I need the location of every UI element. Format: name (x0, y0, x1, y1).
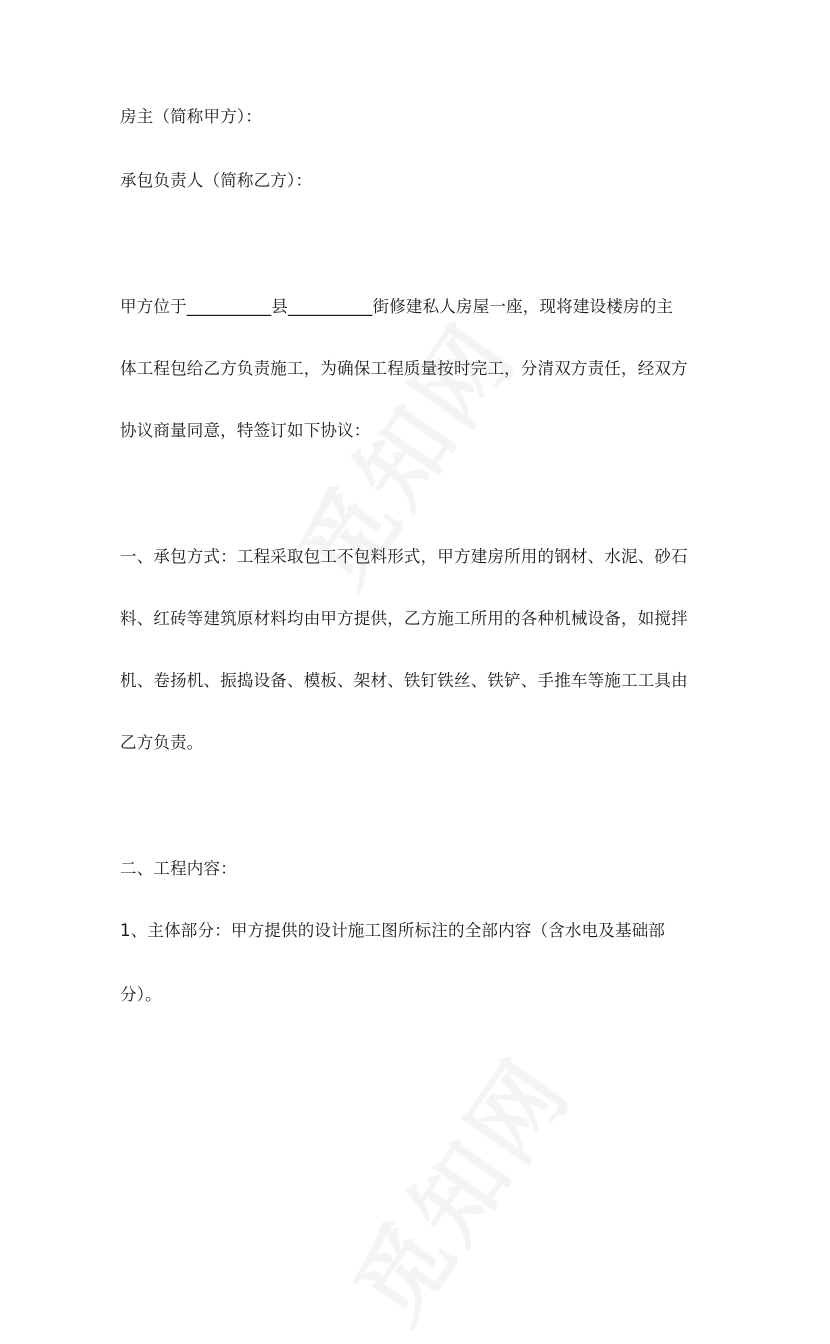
watermark (319, 1028, 596, 1344)
clause-1-line: 机、卷扬机、振捣设备、模板、架材、铁钉铁丝、铁铲、手推车等施工工具由 (120, 671, 688, 690)
clause-2-heading: 二、工程内容： (120, 859, 237, 878)
party-b-label: 承包负责人（简称乙方）： (120, 171, 313, 190)
clause-2-item-1-line: 分）。 (120, 985, 162, 1004)
clause-1-line: 乙方负责。 (120, 733, 204, 752)
party-a-label: 房主（简称甲方）： (120, 107, 263, 126)
clause-1-line: 一、承包方式：工程采取包工不包料形式，甲方建房所用的钢材、水泥、砂石 (120, 547, 688, 566)
clause-2-item-1-line: 1、主体部分：甲方提供的设计施工图所标注的全部内容（含水电及基础部 (120, 921, 666, 940)
intro-paragraph-line: 体工程包给乙方负责施工，为确保工程质量按时完工，分清双方责任，经双方 (120, 359, 688, 378)
clause-1-line: 料、红砖等建筑原材料均由甲方提供，乙方施工所用的各种机械设备，如搅拌 (120, 609, 688, 628)
intro-paragraph-line: 协议商量同意，特签订如下协议： (120, 421, 371, 440)
intro-paragraph-line: 甲方位于__________县__________街修建私人房屋一座，现将建设楼房的主 (120, 297, 674, 316)
